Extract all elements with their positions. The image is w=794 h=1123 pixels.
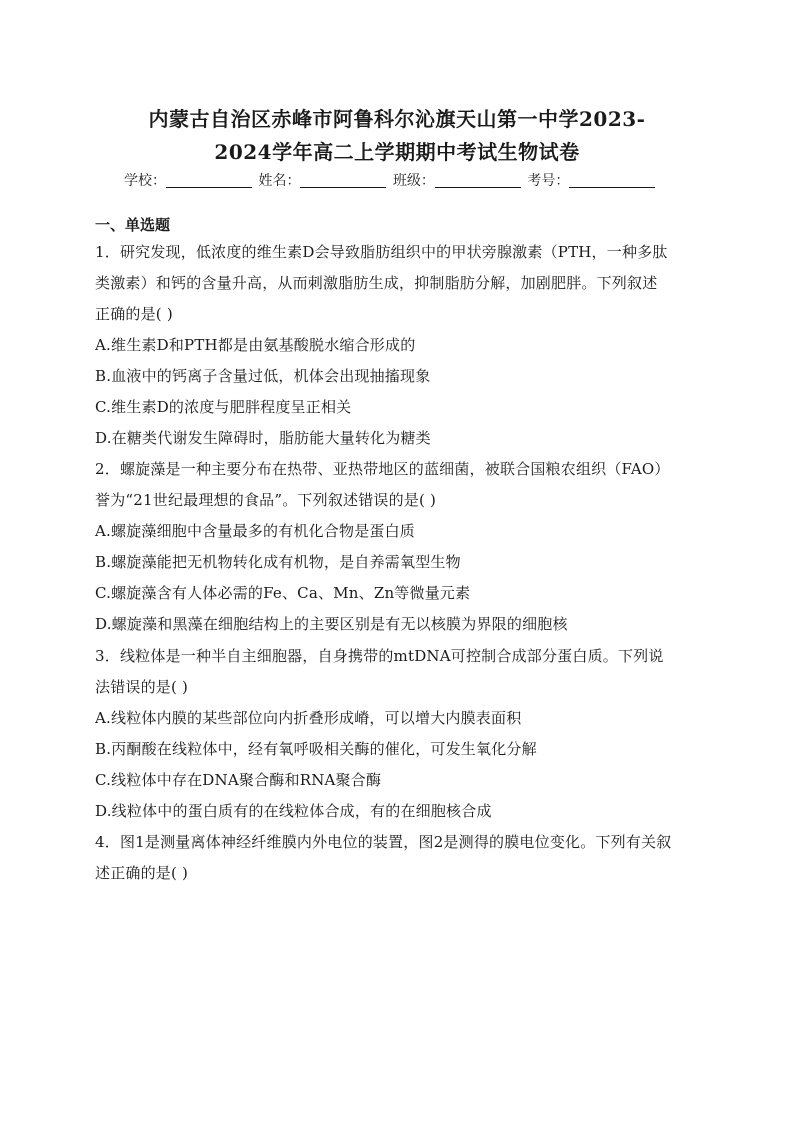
q3-option-d: D.线粒体中的蛋白质有的在线粒体合成，有的在细胞核合成 xyxy=(95,802,492,820)
q2-option-c: C.螺旋藻含有人体必需的Fe、Ca、Mn、Zn等微量元素 xyxy=(95,584,471,602)
school-label: 学校： xyxy=(124,173,166,189)
name-blank xyxy=(300,173,386,188)
q3-option-b: B.丙酮酸在线粒体中，经有氧呼吸相关酶的催化，可发生氧化分解 xyxy=(95,740,537,758)
q3-option-c: C.线粒体中存在DNA聚合酶和RNA聚合酶 xyxy=(95,771,382,789)
student-info-row xyxy=(124,170,657,190)
name-label: 姓名： xyxy=(258,173,301,189)
q1-option-c: C.维生素D的浓度与肥胖程度呈正相关 xyxy=(95,398,352,416)
number-label: 考号： xyxy=(527,173,570,189)
q1-stem-line3: 正确的是( ) xyxy=(95,305,173,323)
exam-title-line1: 内蒙古自治区赤峰市阿鲁科尔沁旗天山第一中学2023- xyxy=(148,107,646,131)
q2-option-a: A.螺旋藻细胞中含量最多的有机化合物是蛋白质 xyxy=(95,522,416,540)
q4-stem-line2: 述正确的是( ) xyxy=(95,864,189,882)
class-blank xyxy=(435,173,521,188)
q1-stem-line2: 类激素）和钙的含量升高，从而刺激脂肪生成，抑制脂肪分解，加剧肥胖。下列叙述 xyxy=(95,274,658,292)
q1-stem-line1: 1．研究发现，低浓度的维生素D会导致脂肪组织中的甲状旁腺激素（PTH，一种多肽 xyxy=(95,243,668,261)
section-heading: 一、单选题 xyxy=(95,216,171,234)
q2-stem-line1: 2．螺旋藻是一种主要分布在热带、亚热带地区的蓝细菌，被联合国粮农组织（FAO） xyxy=(95,460,670,478)
q1-option-d: D.在糖类代谢发生障碍时，脂肪能大量转化为糖类 xyxy=(95,429,431,447)
school-blank xyxy=(166,173,252,188)
number-blank xyxy=(569,173,655,188)
class-label: 班级： xyxy=(392,173,435,189)
q2-option-d: D.螺旋藻和黑藻在细胞结构上的主要区别是有无以核膜为界限的细胞核 xyxy=(95,615,568,633)
q2-stem-line2: 誉为“21世纪最理想的食品”。下列叙述错误的是( ) xyxy=(95,491,437,509)
exam-title-line2: 2024学年高二上学期期中考试生物试卷 xyxy=(214,140,580,164)
q3-stem-line2: 法错误的是( ) xyxy=(95,678,189,696)
q4-stem-line1: 4．图1是测量离体神经纤维膜内外电位的装置，图2是测得的膜电位变化。下列有关叙 xyxy=(95,833,672,851)
q2-option-b: B.螺旋藻能把无机物转化成有机物，是自养需氧型生物 xyxy=(95,553,461,571)
q3-stem-line1: 3．线粒体是一种半自主细胞器，自身携带的mtDNA可控制合成部分蛋白质。下列说 xyxy=(95,647,664,665)
q1-option-a: A.维生素D和PTH都是由氨基酸脱水缩合形成的 xyxy=(95,336,416,354)
q1-option-b: B.血液中的钙离子含量过低，机体会出现抽搐现象 xyxy=(95,367,431,385)
q3-option-a: A.线粒体内膜的某些部位向内折叠形成嵴，可以增大内膜表面积 xyxy=(95,709,522,727)
